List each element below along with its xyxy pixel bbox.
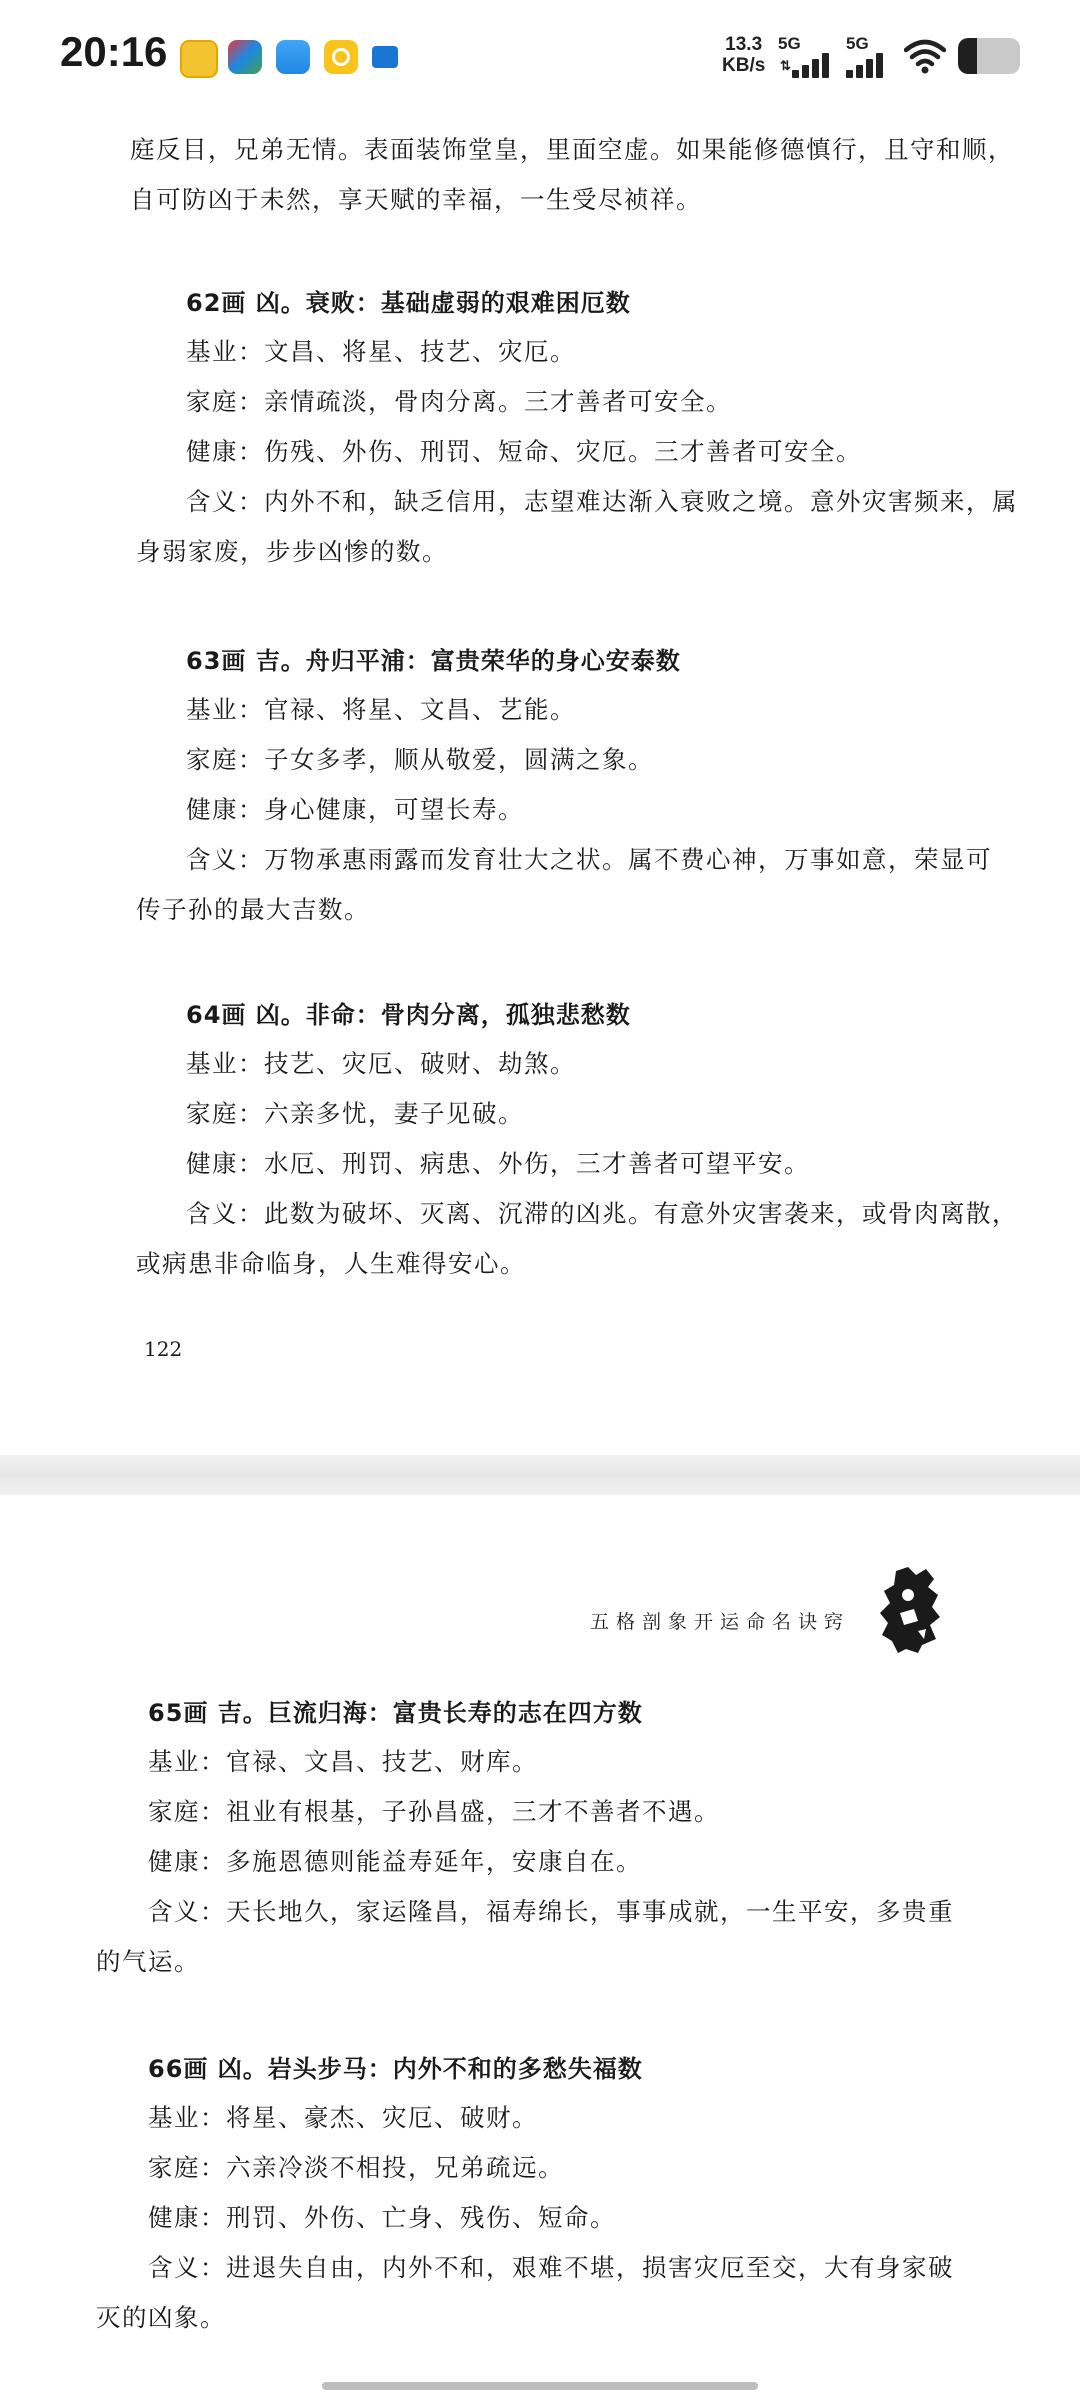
woodcut-emblem-image — [878, 1565, 944, 1655]
page-separator — [0, 1455, 1080, 1495]
entry-jiye: 基业：将星、豪杰、灾厄、破财。 — [148, 2103, 538, 2132]
battery-level-fill — [958, 38, 977, 74]
signal-bars-icon — [846, 52, 890, 78]
body-line: 庭反目，兄弟无情。表面装饰堂皇，里面空虚。如果能修德慎行，且守和顺， — [130, 135, 1014, 164]
entry-jiankang: 健康：身心健康，可望长寿。 — [186, 795, 524, 824]
page-number: 122 — [144, 1337, 183, 1361]
sim2-label: 5G — [846, 34, 869, 53]
entry-jiye: 基业：官禄、将星、文昌、艺能。 — [186, 695, 576, 724]
entry-jiye: 基业：文昌、将星、技艺、灾厄。 — [186, 337, 576, 366]
network-speed — [722, 34, 765, 76]
status-time: 20:16 — [60, 28, 168, 75]
battery-icon — [958, 38, 1020, 74]
entry-hanyi-cont: 灭的凶象。 — [96, 2303, 226, 2332]
home-indicator[interactable] — [322, 2382, 758, 2390]
entry-hanyi: 含义：进退失自由，内外不和，艰难不堪，损害灾厄至交，大有身家破 — [148, 2253, 954, 2282]
entry-jiye: 基业：官禄、文昌、技艺、财库。 — [148, 1747, 538, 1776]
notes-app-icon — [180, 40, 218, 78]
network-speed-unit: KB/s — [722, 55, 766, 76]
entry-hanyi: 含义：天长地久，家运隆昌，福寿绵长，事事成就，一生平安，多贵重 — [148, 1897, 954, 1926]
camera-app-icon — [324, 40, 358, 74]
status-bar — [0, 0, 1080, 115]
network-speed-value: 13.3 — [725, 34, 763, 55]
entry-jiankang: 健康：伤残、外伤、刑罚、短命、灾厄。三才善者可安全。 — [186, 437, 862, 466]
entry-heading: 62画 凶。衰败：基础虚弱的艰难困厄数 — [186, 289, 631, 317]
entry-heading: 65画 吉。巨流归海：富贵长寿的志在四方数 — [148, 1699, 643, 1727]
running-head: 五格剖象开运命名诀窍 — [590, 1611, 851, 1633]
entry-jiankang: 健康：水厄、刑罚、病患、外伤，三才善者可望平安。 — [186, 1149, 810, 1178]
entry-hanyi-cont: 的气运。 — [96, 1947, 200, 1976]
entry-jiating: 家庭：祖业有根基，子孙昌盛，三才不善者不遇。 — [148, 1797, 720, 1826]
entry-heading: 64画 凶。非命：骨肉分离，孤独悲愁数 — [186, 1001, 631, 1029]
signal-bars-icon — [792, 52, 836, 78]
entry-jiye: 基业：技艺、灾厄、破财、劫煞。 — [186, 1049, 576, 1078]
entry-hanyi: 含义：此数为破坏、灭离、沉滞的凶兆。有意外灾害袭来，或骨肉离散， — [186, 1199, 1018, 1228]
entry-hanyi-cont: 或病患非命临身，人生难得安心。 — [136, 1249, 526, 1278]
message-app-icon — [372, 46, 398, 68]
body-line: 自可防凶于未然，享天赋的幸福，一生受尽祯祥。 — [130, 185, 702, 214]
game-app-icon — [228, 40, 262, 74]
document-page-122 — [0, 115, 1080, 1455]
entry-heading: 63画 吉。舟归平浦：富贵荣华的身心安泰数 — [186, 647, 681, 675]
sim1-label: 5G — [778, 34, 801, 53]
entry-jiating: 家庭：亲情疏淡，骨肉分离。三才善者可安全。 — [186, 387, 732, 416]
entry-jiating: 家庭：六亲多忧，妻子见破。 — [186, 1099, 524, 1128]
entry-heading: 66画 凶。岩头步马：内外不和的多愁失福数 — [148, 2055, 643, 2083]
entry-jiating: 家庭：子女多孝，顺从敬爱，圆满之象。 — [186, 745, 654, 774]
entry-jiankang: 健康：刑罚、外伤、亡身、残伤、短命。 — [148, 2203, 616, 2232]
entry-hanyi: 含义：万物承惠雨露而发育壮大之状。属不费心神，万事如意，荣显可 — [186, 845, 992, 874]
cloud-app-icon — [276, 40, 310, 74]
entry-jiating: 家庭：六亲冷淡不相投，兄弟疏远。 — [148, 2153, 564, 2182]
wifi-icon — [904, 38, 946, 74]
entry-hanyi-cont: 身弱家废，步步凶惨的数。 — [136, 537, 448, 566]
entry-hanyi-cont: 传子孙的最大吉数。 — [136, 895, 370, 924]
data-arrows-icon: ⇅ — [780, 58, 791, 73]
entry-hanyi: 含义：内外不和，缺乏信用，志望难达渐入衰败之境。意外灾害频来，属 — [186, 487, 1018, 516]
entry-jiankang: 健康：多施恩德则能益寿延年，安康自在。 — [148, 1847, 642, 1876]
